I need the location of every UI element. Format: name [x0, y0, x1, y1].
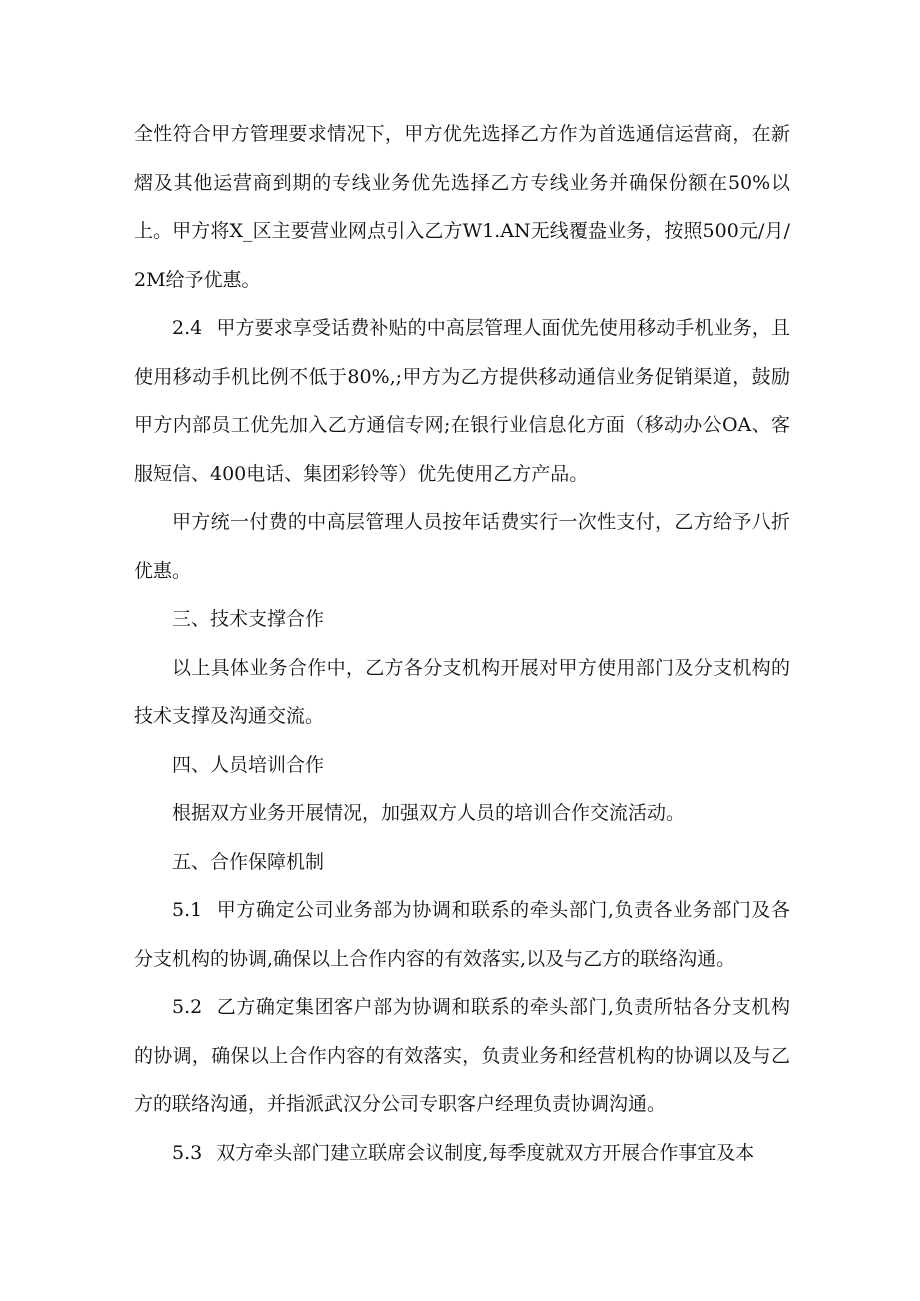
section-heading-technical-support	[134, 595, 790, 644]
clause-5-3	[134, 1129, 790, 1178]
paragraph-text: 乙方确定集团客户部为协调和联系的牵头部门,负责所牯各分支机构的协调，确保以上合作内容的有效落实，负责业务和经营机构的协调以及与乙方的联络沟通，并指派武汉分公司专职客户经理负责协调沟通。	[134, 996, 790, 1115]
paragraph-text: 以上具体业务合作中，乙方各分支机构开展对甲方使用部门及分支机构的技术支撑及沟通交流。	[134, 656, 790, 727]
paragraph-text: 双方牵头部门建立联席会议制度,每季度就双方开展合作事宜及本	[216, 1141, 755, 1164]
paragraph-continuation	[134, 110, 790, 304]
paragraph-technical-support	[134, 644, 790, 741]
section-heading-guarantee	[134, 838, 790, 887]
paragraph-text: 甲方要求享受话费补贴的中高层管理人面优先使用移动手机业务，且使用移动手机比例不低于80%,;甲方为乙方提供移动通信业务促销渠道，鼓励甲方内部员工优先加入乙方通信专网;在银行业信息化方面（移动办公OA、客服短信、400电话、集团彩铃等）优先使用乙方产品。	[134, 317, 790, 485]
clause-number: 5.3	[172, 1141, 203, 1164]
paragraph-text: 根据双方业务开展情况，加强双方人员的培训合作交流活动。	[172, 802, 686, 824]
clause-number: 2.4	[172, 317, 203, 339]
clause-5-2	[134, 983, 790, 1129]
section-heading-text: 五、合作保障机制	[172, 850, 325, 873]
clause-number: 5.2	[172, 996, 203, 1018]
paragraph-text: 全性符合甲方管理要求情况下，甲方优先选择乙方作为首选通信运营商，在新熠及其他运营商到期的专线业务优先选择乙方专线业务并确保份额在50%以上。甲方将X_区主要营业网点引入乙方W1.AN无线覆盎业务，按照500元/月/2M给予优惠。	[134, 123, 790, 291]
clause-2-4	[134, 304, 790, 498]
paragraph-billing	[134, 498, 790, 595]
paragraph-text: 甲方统一付费的中高层管理人员按年话费实行一次性支付，乙方给予八折优惠。	[134, 511, 790, 582]
section-heading-text: 三、技术支撑合作	[172, 608, 325, 630]
section-heading-training	[134, 741, 790, 790]
paragraph-training	[134, 789, 790, 838]
clause-number: 5.1	[172, 899, 203, 921]
section-heading-text: 四、人员培训合作	[172, 753, 325, 776]
clause-5-1	[134, 886, 790, 983]
paragraph-text: 甲方确定公司业务部为协调和联系的牵头部门,负责各业务部门及各分支机构的协调,确保以上合作内容的有效落实,以及与乙方的联络沟通。	[134, 899, 790, 970]
